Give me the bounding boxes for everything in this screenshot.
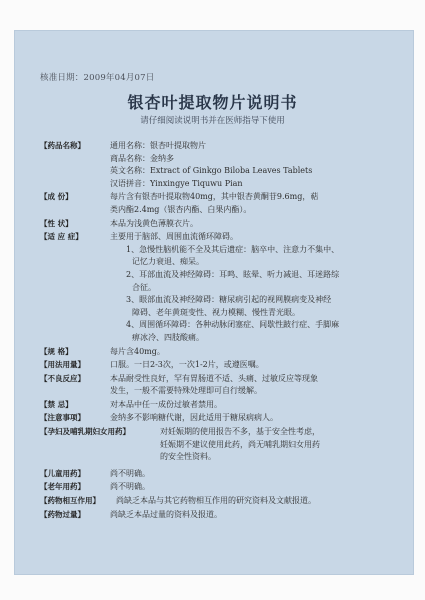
leaflet-content — [0, 140, 425, 522]
appearance-value: 本品为浅黄色薄膜衣片。 — [110, 218, 198, 228]
pregnancy-line-3: 的安全性资料。 — [160, 452, 216, 462]
contraindications-value: 对本品中任一成份过敏者禁用。 — [110, 399, 222, 409]
english-name: 英文名称：Extract of Ginkgo Biloba Leaves Tablets — [110, 166, 313, 176]
section-indications — [0, 231, 425, 344]
pregnancy-line-1: 对妊娠期的使用报告不多，基于安全性考虑， — [160, 427, 320, 437]
pregnancy-line-2: 妊娠期不建议使用此药，尚无哺乳期妇女用药 — [160, 439, 320, 449]
section-interactions — [0, 495, 425, 508]
adverse-line-2: 发生，一般不需要特殊处理即可自行缓解。 — [110, 386, 262, 396]
specification-label: 【规 格】 — [40, 346, 73, 356]
pinyin-name: 汉语拼音：Yinxingye Tiquwu Pian — [110, 178, 243, 188]
drug-name-value — [110, 140, 410, 190]
approval-date: 核准日期：2009年04月07日 — [40, 73, 155, 83]
section-drug-name — [0, 140, 425, 190]
indications-value — [110, 231, 410, 344]
section-overdose — [0, 509, 425, 522]
children-label: 【儿童用药】 — [40, 468, 85, 478]
precautions-label: 【注意事项】 — [40, 413, 85, 423]
section-children — [0, 468, 425, 481]
indication-item-2: 2、耳部血流及神经障碍：耳鸣、眩晕、听力减退、耳迷路综 — [126, 269, 340, 279]
interactions-label: 【药物相互作用】 — [40, 496, 100, 506]
indications-label: 【适 应 症】 — [40, 232, 83, 242]
indication-item-3-cont: 障碍、老年黄斑变性、视力模糊、慢性青光眼。 — [132, 307, 300, 317]
adverse-line-1: 本品耐受性良好，罕有胃肠道不适、头痛、过敏反应等现象 — [110, 373, 318, 383]
section-pregnancy — [0, 426, 425, 464]
contraindications-label: 【禁 忌】 — [40, 399, 73, 409]
indication-item-4: 4、周围循环障碍：各种动脉闭塞症、间歇性跛行症、手脚麻 — [126, 320, 340, 330]
overdose-label: 【药物过量】 — [40, 509, 85, 519]
composition-line-2: 类内酯2.4mg（银杏内酯、白果内酯）。 — [110, 204, 252, 214]
precautions-value: 金纳多不影响糖代谢，因此适用于糖尿病病人。 — [110, 413, 278, 423]
indication-item-1-cont: 记忆力衰退、痴呆。 — [132, 257, 204, 267]
adverse-label: 【不良反应】 — [40, 373, 85, 383]
generic-name: 通用名称：银杏叶提取物片 — [110, 141, 206, 150]
composition-label: 【成 份】 — [40, 192, 73, 202]
specification-value: 每片含40mg。 — [110, 346, 165, 356]
document-title: 银杏叶提取物片说明书 — [127, 93, 298, 112]
dosage-value: 口服。一日2-3次，一次1-2片，或遵医嘱。 — [110, 360, 264, 370]
composition-line-1: 每片含有银杏叶提取物40mg，其中银杏黄酮苷9.6mg，萜 — [110, 192, 319, 202]
adverse-value — [110, 373, 410, 398]
indication-item-4-cont: 痹冰冷、四肢酸痛。 — [132, 332, 204, 342]
section-dosage — [0, 359, 425, 372]
pregnancy-value — [160, 426, 410, 464]
section-contraindications — [0, 399, 425, 412]
section-adverse-reactions — [0, 373, 425, 398]
indication-item-1: 1、急慢性脑机能不全及其后遗症：脑卒中、注意力不集中、 — [126, 244, 340, 254]
drug-name-label: 【药品名称】 — [40, 141, 85, 150]
appearance-label: 【性 状】 — [40, 218, 73, 228]
section-elderly — [0, 481, 425, 494]
composition-value — [110, 191, 410, 216]
interactions-value: 尚缺乏本品与其它药物相互作用的研究资料及文献报道。 — [116, 496, 316, 506]
elderly-label: 【老年用药】 — [40, 482, 85, 492]
pregnancy-label: 【孕妇及哺乳期妇女用药】 — [40, 427, 130, 437]
trade-name: 商品名称：金纳多 — [110, 153, 174, 163]
dosage-label: 【用法用量】 — [40, 360, 85, 370]
elderly-value: 尚不明确。 — [110, 482, 150, 492]
overdose-value: 尚缺乏本品过量的资料及报道。 — [110, 509, 222, 519]
section-composition — [0, 191, 425, 216]
document-subtitle: 请仔细阅读说明书并在医师指导下使用 — [140, 116, 285, 126]
indications-intro: 主要用于脑部、周围血流循环障碍。 — [110, 232, 238, 242]
section-appearance — [0, 218, 425, 231]
section-specification — [0, 346, 425, 359]
children-value: 尚不明确。 — [110, 468, 150, 478]
indication-item-3: 3、眼部血流及神经障碍：糖尿病引起的视网膜病变及神经 — [126, 295, 332, 305]
section-precautions — [0, 412, 425, 425]
indication-item-2-cont: 合征。 — [132, 282, 156, 292]
